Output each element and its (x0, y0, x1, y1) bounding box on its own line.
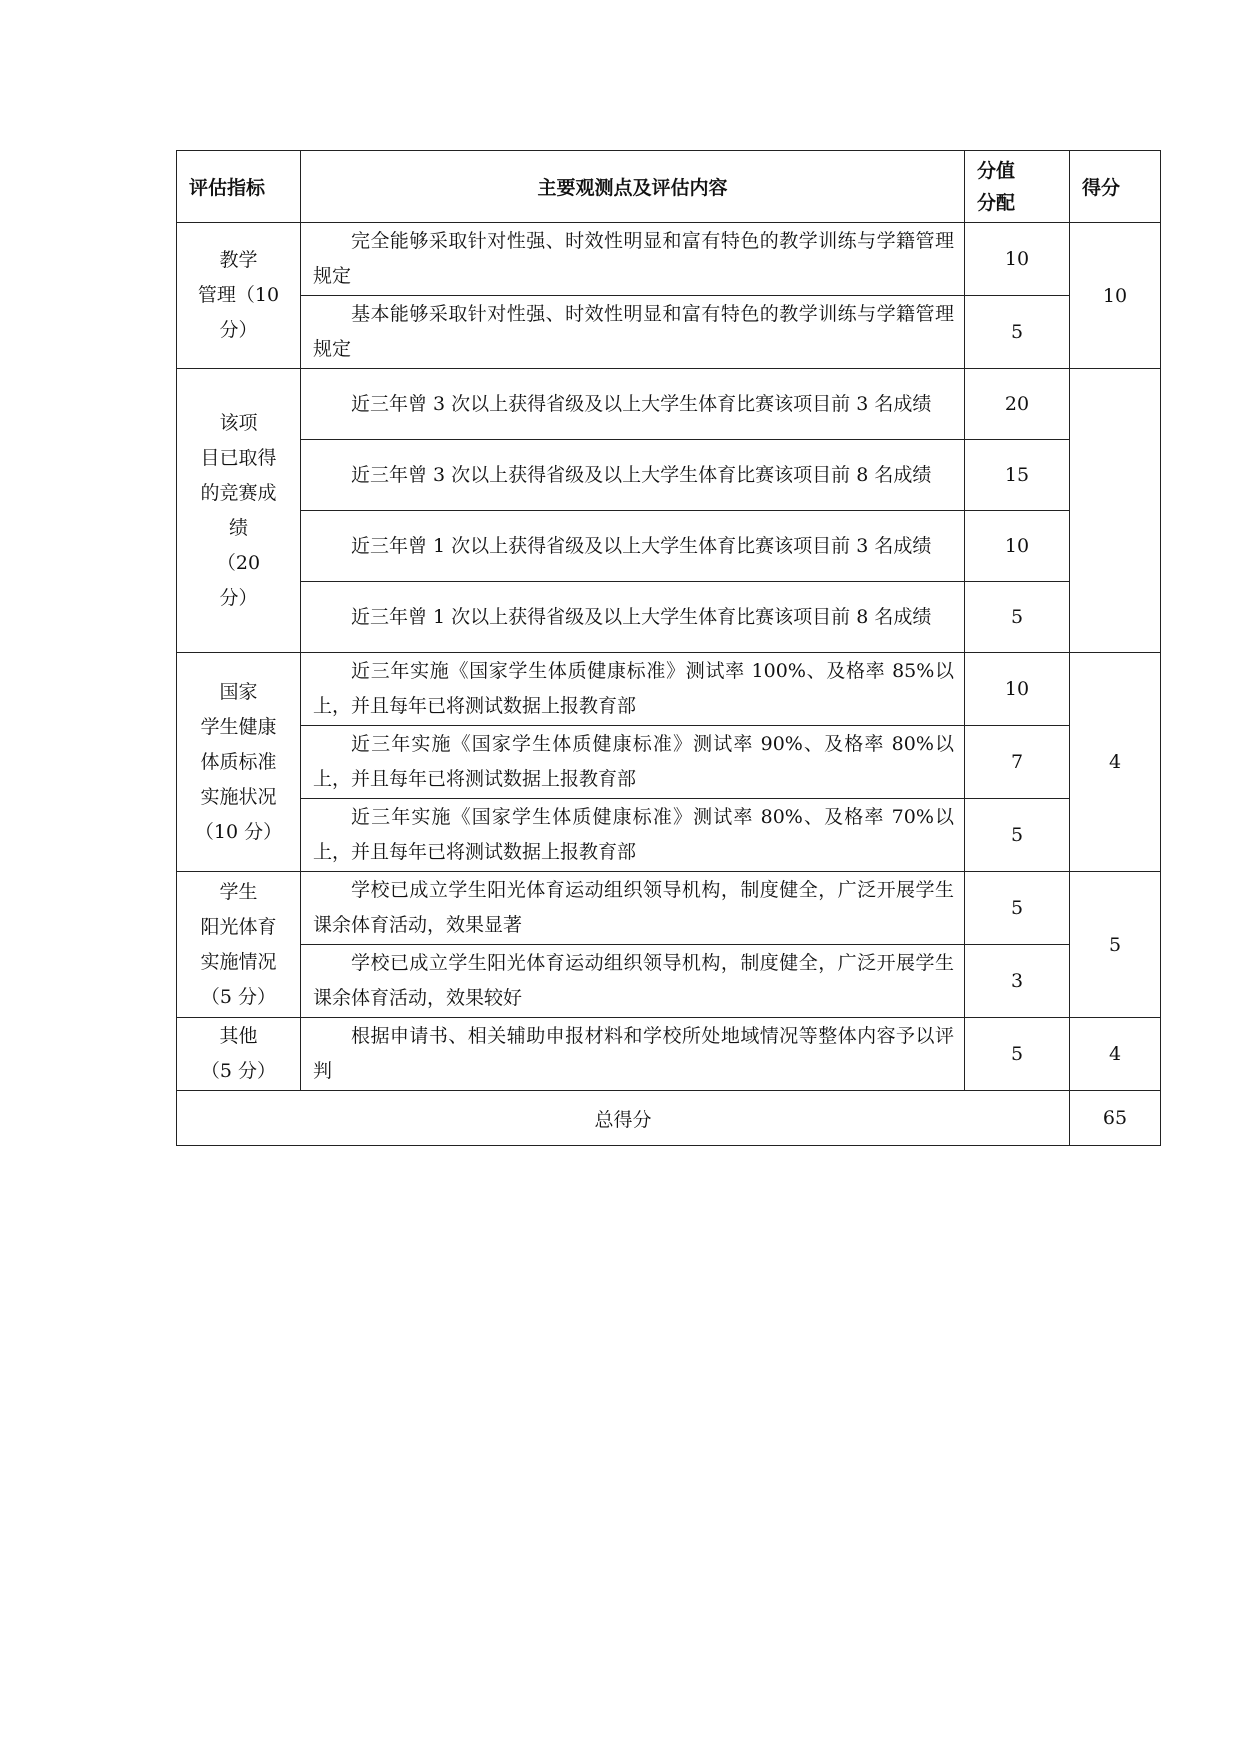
points-cell: 10 (965, 511, 1070, 582)
table-body (177, 223, 1161, 1091)
content-text: 完全能够采取针对性强、时效性明显和富有特色的教学训练与学籍管理规定 (313, 230, 954, 287)
indicator-cell (177, 653, 301, 872)
content-text: 近三年曾 3 次以上获得省级及以上大学生体育比赛该项目前 8 名成绩 (351, 463, 932, 486)
table-row (177, 726, 1161, 799)
content-cell (301, 296, 965, 369)
score-cell: 5 (1070, 872, 1161, 1018)
points-cell: 10 (965, 223, 1070, 296)
content-cell (301, 511, 965, 582)
total-row (177, 1091, 1161, 1146)
indicator-line: 实施状况 (200, 785, 277, 808)
indicator-cell (177, 369, 301, 653)
content-text: 近三年曾 1 次以上获得省级及以上大学生体育比赛该项目前 8 名成绩 (351, 605, 932, 628)
header-allocation-line1: 分值 (977, 159, 1016, 182)
content-cell (301, 440, 965, 511)
indicator-cell (177, 1018, 301, 1091)
content-text: 近三年实施《国家学生体质健康标准》测试率 90%、及格率 80%以上，并且每年已将测试数据上报教育部 (313, 733, 954, 790)
indicator-line: 分） (219, 319, 258, 341)
points-cell: 7 (965, 726, 1070, 799)
header-allocation-line2: 分配 (977, 191, 1016, 214)
header-allocation (965, 151, 1070, 223)
score-cell: 4 (1070, 653, 1161, 872)
score-cell (1070, 369, 1161, 653)
points-cell: 5 (965, 1018, 1070, 1091)
content-text: 学校已成立学生阳光体育运动组织领导机构，制度健全，广泛开展学生课余体育活动，效果显著 (313, 879, 954, 936)
points-cell: 5 (965, 582, 1070, 653)
points-cell: 20 (965, 369, 1070, 440)
table-row (177, 945, 1161, 1018)
indicator-line: （5 分） (200, 1060, 277, 1082)
indicator-cell (177, 223, 301, 369)
table-row (177, 296, 1161, 369)
table-row (177, 582, 1161, 653)
indicator-line: 实施情况 (200, 950, 277, 973)
content-text: 近三年曾 1 次以上获得省级及以上大学生体育比赛该项目前 3 名成绩 (351, 534, 932, 557)
content-cell (301, 1018, 965, 1091)
indicator-line: （20 (216, 551, 261, 574)
content-cell (301, 223, 965, 296)
header-indicator: 评估指标 (177, 151, 301, 223)
table-row (177, 511, 1161, 582)
header-score: 得分 (1070, 151, 1161, 223)
indicator-line: 教学 (219, 249, 258, 271)
indicator-line: 阳光体育 (200, 915, 277, 938)
indicator-line: 分） (219, 586, 258, 609)
content-cell (301, 872, 965, 945)
content-cell (301, 945, 965, 1018)
content-text: 学校已成立学生阳光体育运动组织领导机构，制度健全，广泛开展学生课余体育活动，效果较好 (313, 952, 954, 1009)
content-cell (301, 799, 965, 872)
points-cell: 3 (965, 945, 1070, 1018)
header-row (177, 151, 1161, 223)
indicator-line: 管理（10 (197, 284, 280, 306)
content-cell (301, 582, 965, 653)
content-text: 近三年实施《国家学生体质健康标准》测试率 80%、及格率 70%以上，并且每年已将测试数据上报教育部 (313, 806, 954, 863)
points-cell: 15 (965, 440, 1070, 511)
score-cell: 10 (1070, 223, 1161, 369)
content-cell (301, 653, 965, 726)
points-cell: 10 (965, 653, 1070, 726)
total-label: 总得分 (177, 1091, 1070, 1146)
indicator-line: （10 分） (194, 820, 283, 843)
content-text: 根据申请书、相关辅助申报材料和学校所处地域情况等整体内容予以评判 (313, 1025, 954, 1082)
indicator-line: （5 分） (200, 985, 277, 1008)
indicator-line: 绩 (228, 516, 248, 539)
content-cell (301, 369, 965, 440)
indicator-line: 目已取得 (200, 446, 277, 469)
evaluation-table (176, 150, 1161, 1146)
content-text: 基本能够采取针对性强、时效性明显和富有特色的教学训练与学籍管理规定 (313, 303, 954, 360)
indicator-line: 体质标准 (200, 750, 277, 773)
table-row (177, 799, 1161, 872)
indicator-cell (177, 872, 301, 1018)
table-row (177, 223, 1161, 296)
total-score: 65 (1070, 1091, 1161, 1146)
indicator-line: 其他 (219, 1025, 258, 1047)
table-row (177, 369, 1161, 440)
table-row (177, 653, 1161, 726)
content-text: 近三年实施《国家学生体质健康标准》测试率 100%、及格率 85%以上，并且每年已将测试数据上报教育部 (313, 660, 954, 717)
score-cell: 4 (1070, 1018, 1161, 1091)
table-row (177, 440, 1161, 511)
indicator-line: 的竞赛成 (200, 481, 277, 504)
points-cell: 5 (965, 872, 1070, 945)
header-content: 主要观测点及评估内容 (301, 151, 965, 223)
indicator-line: 学生健康 (200, 715, 277, 738)
indicator-line: 学生 (219, 880, 258, 903)
content-cell (301, 726, 965, 799)
points-cell: 5 (965, 296, 1070, 369)
indicator-line: 该项 (219, 411, 258, 434)
table-row (177, 872, 1161, 945)
content-text: 近三年曾 3 次以上获得省级及以上大学生体育比赛该项目前 3 名成绩 (351, 392, 932, 415)
table-row (177, 1018, 1161, 1091)
indicator-line: 国家 (219, 680, 258, 703)
points-cell: 5 (965, 799, 1070, 872)
